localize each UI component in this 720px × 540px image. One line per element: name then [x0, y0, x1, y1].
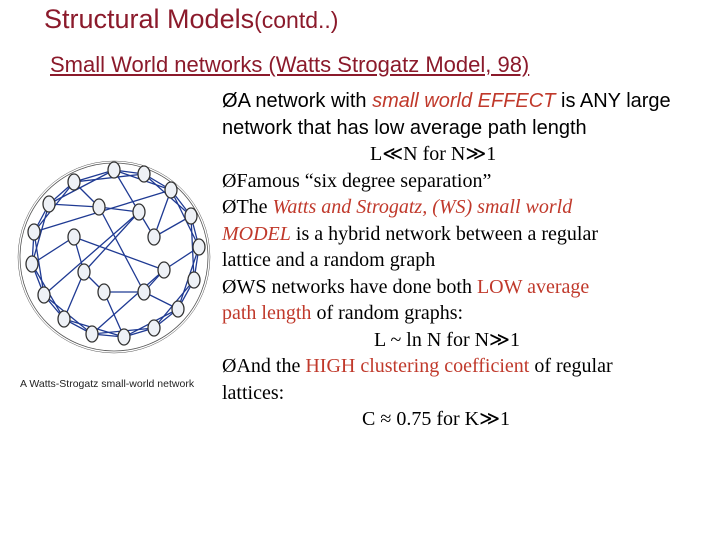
bullet-marker: Ø — [222, 196, 237, 218]
bullet-3-text-2: is a hybrid network between a regular — [290, 222, 598, 245]
bullet-5-text: And the — [236, 355, 306, 377]
network-node — [193, 239, 205, 255]
bullet-1-line-1 — [222, 88, 714, 115]
network-node — [78, 264, 90, 280]
bullet-5-formula: C ≈ 0.75 for K≫1 — [362, 408, 511, 430]
bullet-3-emphasis-2: MODEL — [222, 222, 291, 245]
bullet-4-line-1 — [222, 274, 714, 301]
bullet-4-highlight: LOW average — [476, 275, 590, 298]
network-outline — [18, 161, 210, 353]
network-node — [68, 229, 80, 245]
network-node — [68, 174, 80, 190]
bullet-5-line-1 — [222, 353, 714, 380]
bullet-2-text: Famous “six degree separation” — [236, 169, 492, 192]
bullet-4-text-2: of random graphs: — [311, 302, 464, 324]
bullet-1-emphasis: small world EFFECT — [372, 90, 556, 112]
network-node — [86, 326, 98, 342]
network-node — [158, 262, 170, 278]
bullet-1-formula: L≪N for N≫1 — [370, 143, 497, 165]
bullet-4-text: WS networks have done both — [236, 275, 477, 298]
network-node — [38, 287, 50, 303]
small-world-network-diagram — [14, 152, 214, 362]
network-node — [188, 272, 200, 288]
network-node — [26, 256, 38, 272]
diagram-caption: A Watts-Strogatz small-world network — [20, 378, 195, 390]
bullet-1-line-2: network that has low average path length — [222, 116, 587, 139]
network-node — [165, 182, 177, 198]
bullet-3-line-2 — [222, 221, 714, 248]
bullet-list — [222, 88, 714, 433]
network-node — [138, 284, 150, 300]
bullet-1-text: A network with — [237, 90, 373, 112]
network-node — [148, 229, 160, 245]
network-node — [148, 320, 160, 336]
bullet-5-text-2: of regular — [529, 355, 613, 377]
bullet-3-text: The — [236, 196, 273, 218]
bullet-marker: Ø — [222, 275, 237, 298]
network-node — [98, 284, 110, 300]
bullet-3-line-3: lattice and a random graph — [222, 249, 436, 271]
bullet-3-line-1 — [222, 194, 714, 221]
network-node — [58, 311, 70, 327]
network-node — [108, 162, 120, 178]
bullet-marker: Ø — [222, 355, 237, 377]
bullet-2 — [222, 168, 714, 195]
network-node — [133, 204, 145, 220]
network-node — [93, 199, 105, 215]
bullet-5-line-2: lattices: — [222, 381, 285, 404]
network-node — [138, 166, 150, 182]
bullet-5-highlight: HIGH clustering coefficient — [305, 355, 530, 377]
network-node — [172, 301, 184, 317]
network-node — [43, 196, 55, 212]
network-node — [28, 224, 40, 240]
bullet-marker: Ø — [222, 169, 237, 192]
bullet-4-highlight-2: path length — [222, 302, 312, 324]
slide-title-main: Structural Models — [44, 4, 255, 34]
slide-title — [44, 4, 338, 35]
slide-subtitle: Small World networks (Watts Strogatz Model, 98) — [50, 52, 530, 77]
bullet-1-text-2: is ANY large — [555, 90, 671, 112]
slide-title-suffix: (contd..) — [254, 7, 339, 33]
bullet-4-line-2 — [222, 300, 714, 327]
bullet-marker: Ø — [222, 90, 238, 112]
network-node — [185, 208, 197, 224]
network-node — [118, 329, 130, 345]
bullet-3-emphasis: Watts and Strogatz, (WS) small world — [272, 196, 573, 218]
bullet-4-formula: L ~ ln N for N≫1 — [374, 328, 520, 351]
